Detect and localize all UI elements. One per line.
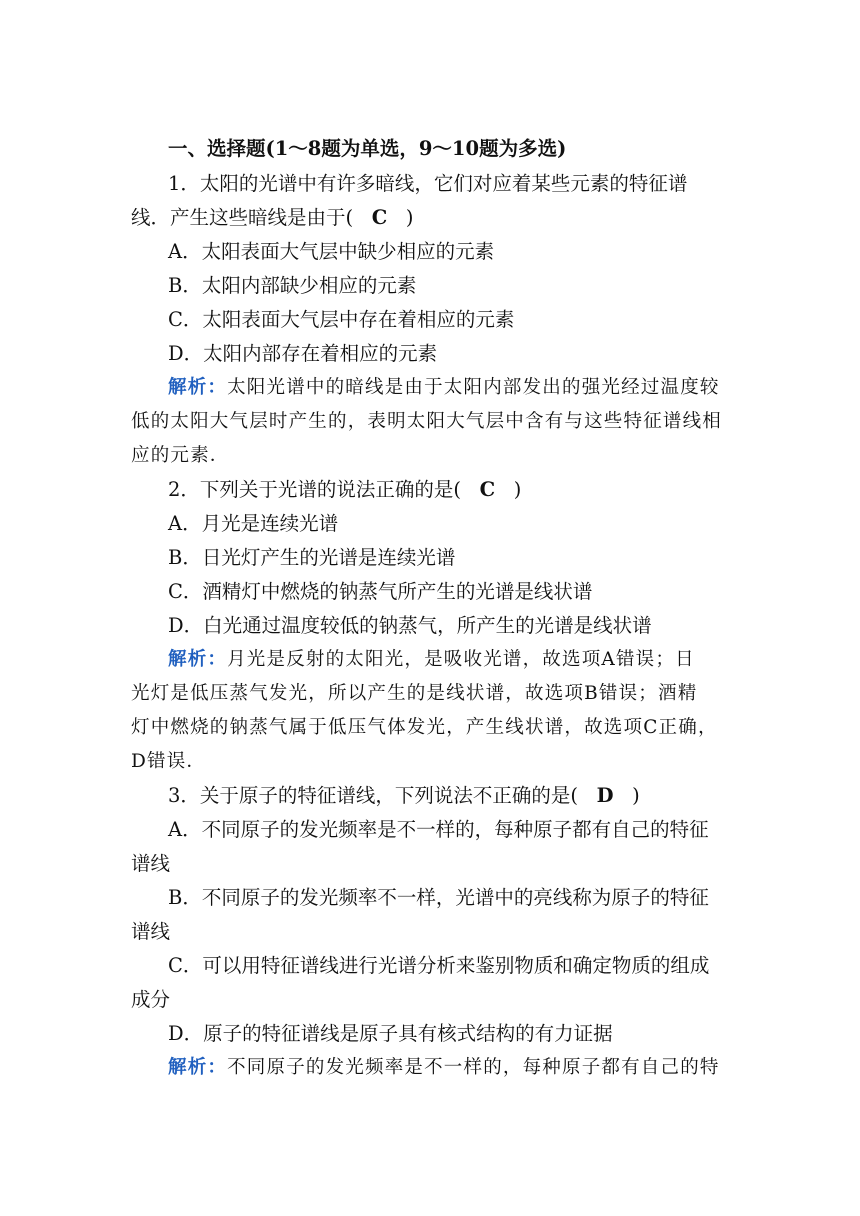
q2-option-c: C．酒精灯中燃烧的钠蒸气所产生的光谱是线状谱 [168,580,593,603]
section-title: 一、选择题(1～8题为单选，9～10题为多选) [168,137,567,160]
q2-analysis-text1: 月光是反射的太阳光，是吸收光谱，故选项A错误；日 [227,649,695,670]
q1-option-a: A．太阳表面大气层中缺少相应的元素 [168,240,495,263]
q3-option-c-line2: 成分 [131,988,171,1011]
q1-analysis-line1 [168,375,720,401]
q3-option-b-line1: B．不同原子的发光频率不一样，光谱中的亮线称为原子的特征 [168,886,709,909]
q1-stem-close: ) [405,206,414,229]
q1-option-c: C．太阳表面大气层中存在着相应的元素 [168,308,515,331]
q3-stem-close: ) [632,784,640,807]
q2-option-b: B．日光灯产生的光谱是连续光谱 [168,546,456,569]
q2-analysis-label: 解析： [168,649,228,670]
q2-analysis-line1 [168,647,695,673]
q3-option-a-line2: 谱线 [131,852,171,875]
q3-analysis-label: 解析： [168,1057,228,1078]
q2-stem-close: ) [513,478,522,501]
q1-analysis-text1: 太阳光谱中的暗线是由于太阳内部发出的强光经过温度较 [227,377,720,398]
q1-stem-line1: 1．太阳的光谱中有许多暗线，它们对应着某些元素的特征谱 [168,172,688,195]
q3-option-c-line1: C．可以用特征谱线进行光谱分析来鉴别物质和确定物质的组成 [168,954,710,977]
q1-analysis-line2: 低的太阳大气层时产生的，表明太阳大气层中含有与这些特征谱线相 [131,411,723,432]
q2-stem-text: 2．下列关于光谱的说法正确的是( [168,478,462,501]
q1-stem-text: 线．产生这些暗线是由于( [131,206,354,229]
q3-stem-text: 3．关于原子的特征谱线，下列说法不正确的是( [168,784,579,807]
q2-stem [168,477,521,503]
q2-option-a: A．月光是连续光谱 [168,512,339,535]
q2-analysis-line3: 灯中燃烧的钠蒸气属于低压气体发光，产生线状谱，故选项C正确， [131,717,718,738]
q2-option-d: D．白光通过温度较低的钠蒸气，所产生的光谱是线状谱 [168,614,652,637]
q1-answer: C [371,206,388,229]
q1-analysis-line3: 应的元素． [131,445,230,466]
q2-analysis-line2: 光灯是低压蒸气发光，所以产生的是线状谱，故选项B错误；酒精 [131,683,698,704]
q2-analysis-line4: D错误． [131,751,207,772]
q3-analysis-line1 [168,1055,720,1081]
q3-answer: D [596,784,614,807]
q1-option-b: B．太阳内部缺少相应的元素 [168,274,417,297]
q1-option-d: D．太阳内部存在着相应的元素 [168,342,438,365]
q3-option-d: D．原子的特征谱线是原子具有核式结构的有力证据 [168,1022,613,1045]
q1-analysis-label: 解析： [168,377,228,398]
q3-option-a-line1: A．不同原子的发光频率是不一样的，每种原子都有自己的特征 [168,818,709,841]
q1-stem-line2 [131,205,413,231]
q3-stem [168,783,640,809]
q2-answer: C [479,478,496,501]
q3-analysis-text1: 不同原子的发光频率是不一样的，每种原子都有自己的特 [227,1057,720,1078]
q3-option-b-line2: 谱线 [131,920,171,943]
